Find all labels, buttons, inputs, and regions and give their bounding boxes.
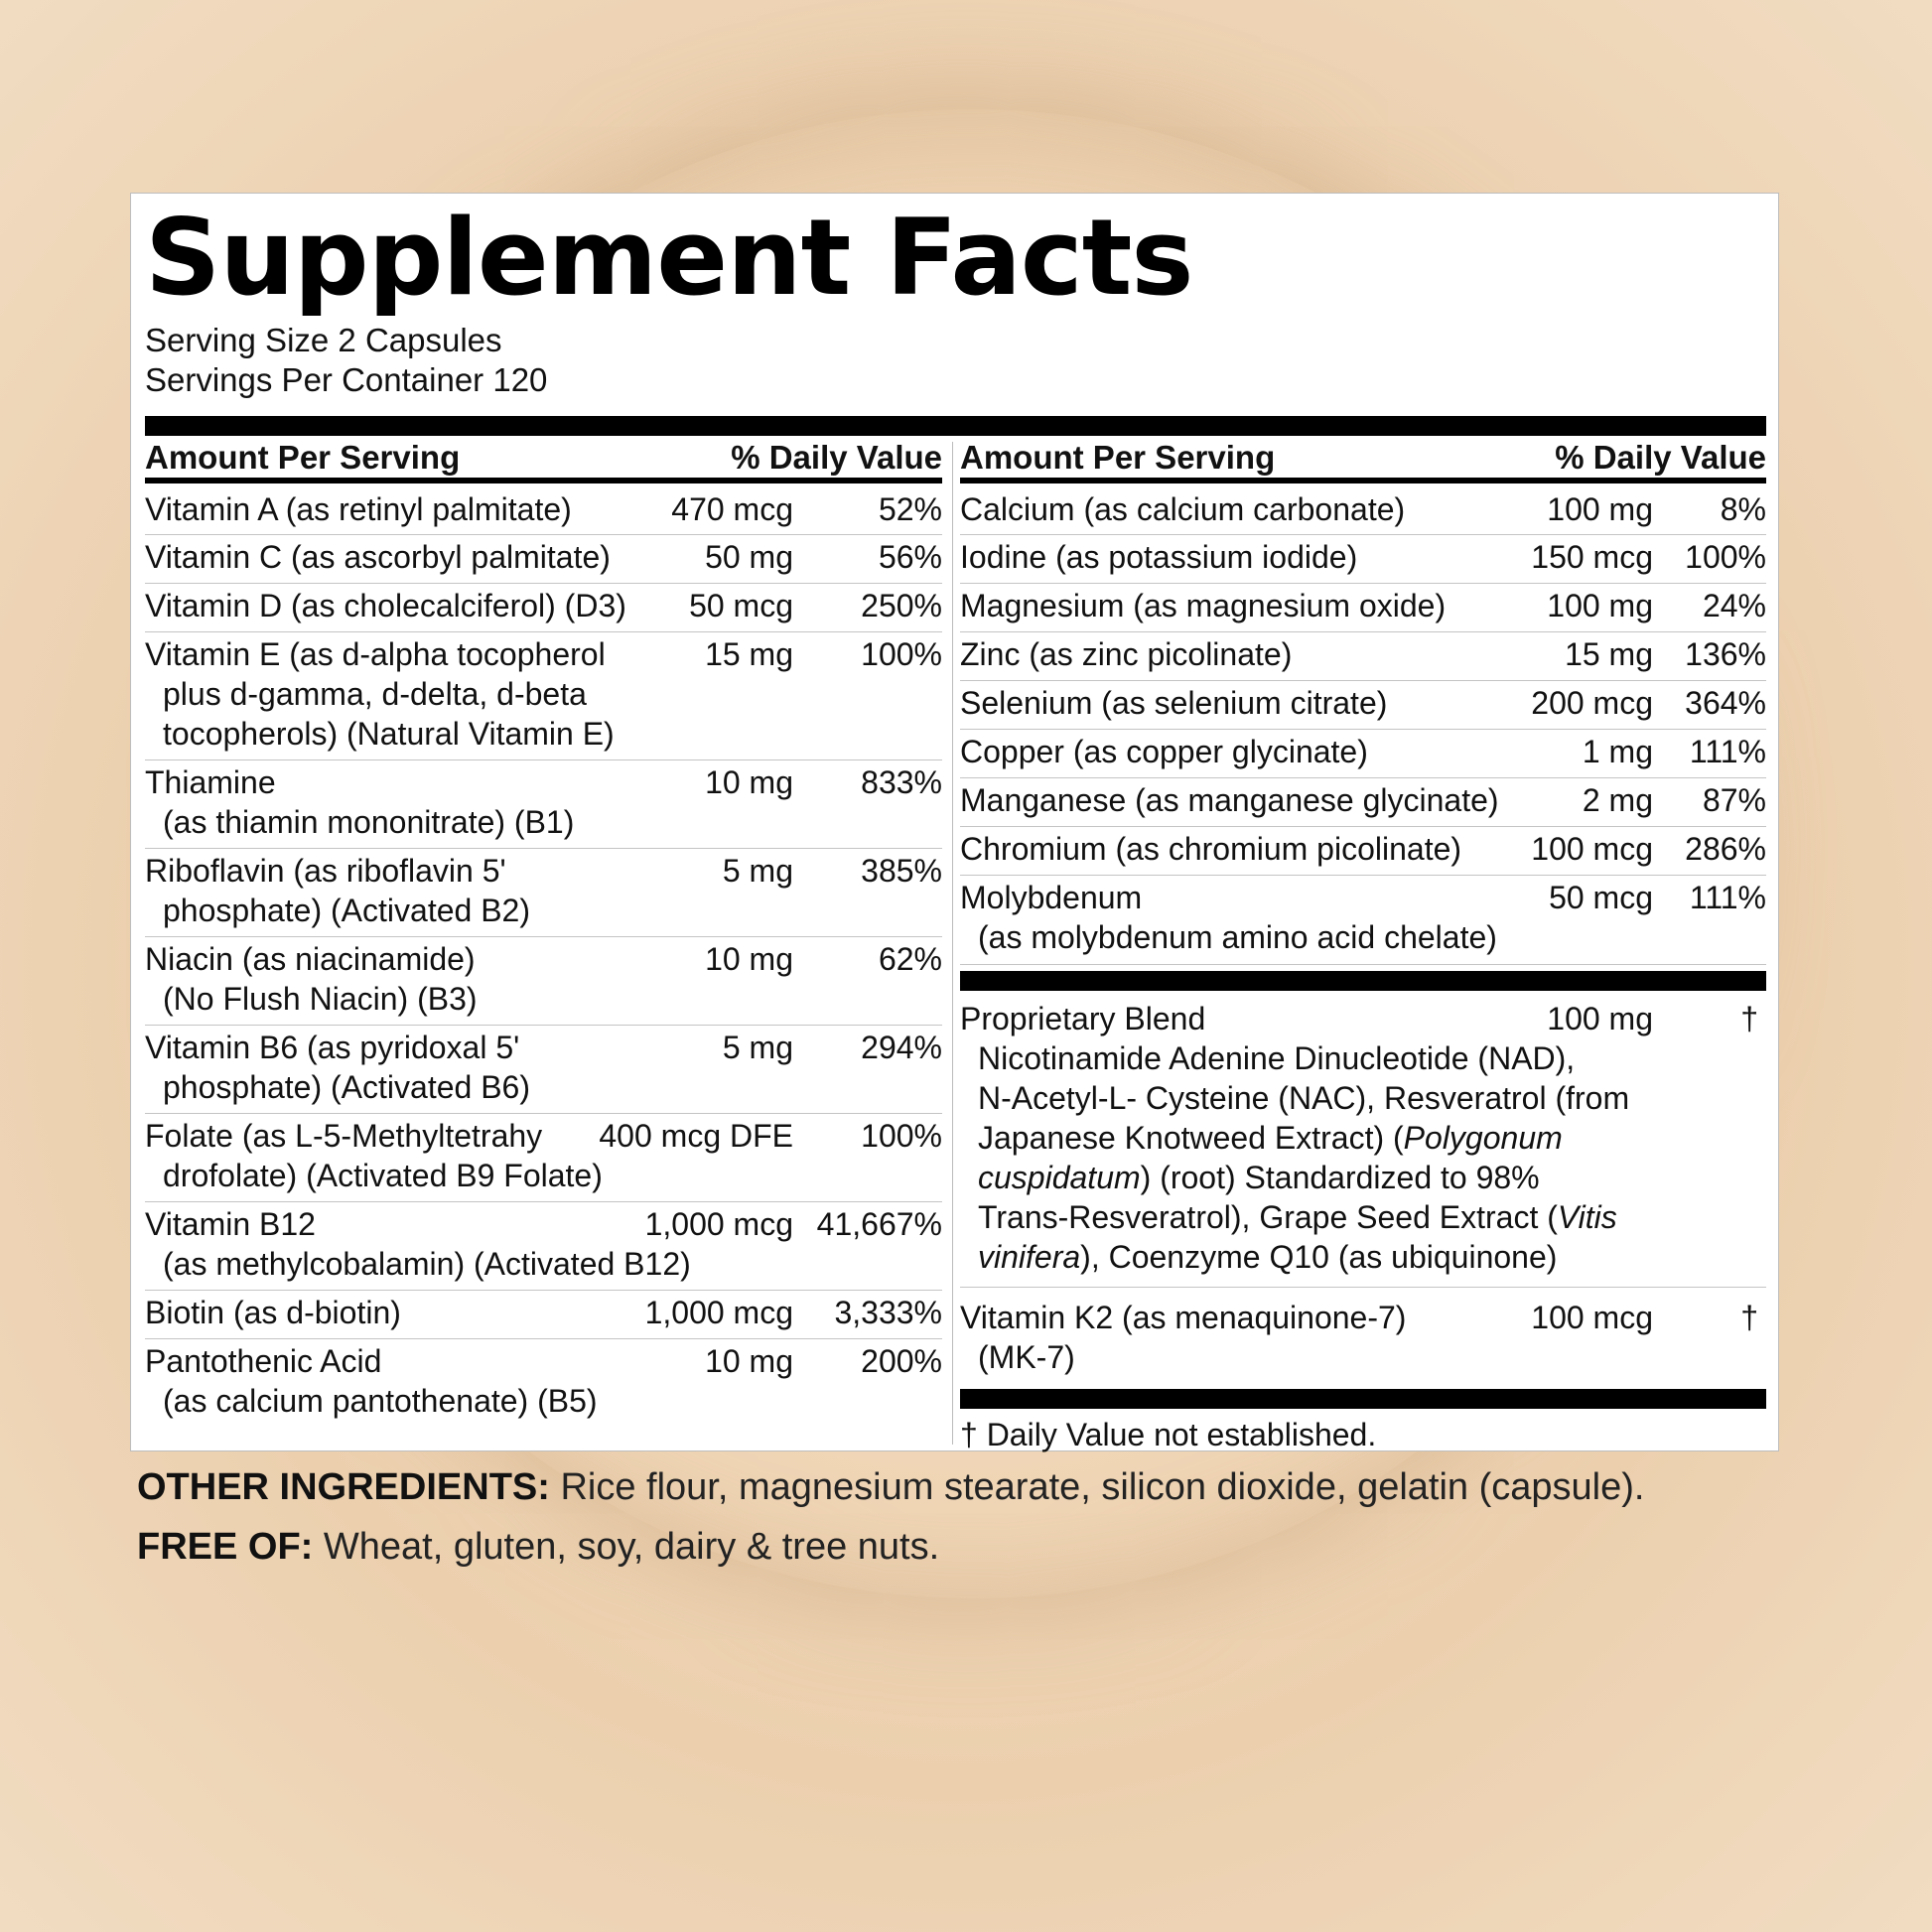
nutrient-daily-value: 56% <box>878 539 942 575</box>
nutrient-name-continuation: (as methylcobalamin) (Activated B12) <box>163 1246 691 1282</box>
nutrient-row <box>960 632 1766 681</box>
nutrient-row <box>960 827 1766 876</box>
blend-line: Japanese Knotweed Extract) (Polygonum <box>978 1120 1563 1156</box>
k2-dv: † <box>1740 1300 1758 1335</box>
nutrient-amount: 100 mg <box>1547 491 1653 527</box>
nutrient-name: Molybdenum <box>960 880 1143 915</box>
nutrient-daily-value: 250% <box>861 588 942 623</box>
nutrient-daily-value: 364% <box>1685 685 1766 721</box>
nutrient-row <box>145 1026 942 1114</box>
nutrient-row <box>960 681 1766 730</box>
nutrient-daily-value: 41,667% <box>816 1206 942 1242</box>
nutrient-row <box>145 1202 942 1291</box>
nutrient-amount: 100 mcg <box>1531 831 1653 867</box>
nutrient-daily-value: 100% <box>861 1118 942 1154</box>
left-nutrient-list <box>145 487 942 1429</box>
nutrient-name-continuation: (as molybdenum amino acid chelate) <box>978 919 1497 955</box>
nutrient-name: Manganese (as manganese glycinate) <box>960 782 1499 818</box>
nutrient-name: Biotin (as d-biotin) <box>145 1295 401 1330</box>
nutrient-name: Vitamin B12 <box>145 1206 316 1242</box>
nutrient-amount: 150 mcg <box>1531 539 1653 575</box>
nutrient-row <box>145 1291 942 1339</box>
nutrient-row <box>145 632 942 760</box>
nutrient-daily-value: 111% <box>1689 880 1766 915</box>
k2-name: Vitamin K2 (as menaquinone-7) <box>960 1300 1407 1335</box>
k2-continuation: (MK-7) <box>978 1339 1075 1375</box>
nutrient-row <box>145 760 942 849</box>
nutrient-name-continuation: plus d-gamma, d-delta, d-beta <box>163 676 587 712</box>
nutrient-daily-value: 200% <box>861 1343 942 1379</box>
nutrient-daily-value: 385% <box>861 853 942 889</box>
free-of-text: Wheat, gluten, soy, dairy & tree nuts. <box>313 1526 940 1568</box>
blend-line: N-Acetyl-L- Cysteine (NAC), Resveratrol (from <box>978 1080 1630 1116</box>
blend-dv: † <box>1740 1001 1758 1036</box>
nutrient-amount: 200 mcg <box>1531 685 1653 721</box>
nutrient-daily-value: 833% <box>861 764 942 800</box>
nutrient-daily-value: 87% <box>1702 782 1766 818</box>
vitamin-k2-row <box>960 1288 1766 1383</box>
footnote-thick-rule <box>960 1389 1766 1409</box>
nutrient-daily-value: 8% <box>1720 491 1766 527</box>
nutrient-row <box>145 535 942 584</box>
servings-per-container: Servings Per Container 120 <box>145 361 548 398</box>
nutrient-name-continuation: (No Flush Niacin) (B3) <box>163 981 478 1017</box>
other-ingredients-text: Rice flour, magnesium stearate, silicon dioxide, gelatin (capsule). <box>549 1466 1645 1508</box>
nutrient-daily-value: 100% <box>1685 539 1766 575</box>
serving-size: Serving Size 2 Capsules <box>145 322 502 358</box>
nutrient-name: Vitamin D (as cholecalciferol) (D3) <box>145 588 626 623</box>
nutrient-row <box>960 535 1766 584</box>
nutrient-row <box>145 849 942 937</box>
nutrient-name: Vitamin C (as ascorbyl palmitate) <box>145 539 611 575</box>
footnote: † Daily Value not established. <box>960 1417 1377 1452</box>
k2-amount: 100 mcg <box>1531 1300 1653 1335</box>
right-column <box>960 487 1766 1454</box>
column-divider <box>952 442 953 1445</box>
nutrient-name-continuation: phosphate) (Activated B2) <box>163 893 530 928</box>
blend-line: Nicotinamide Adenine Dinucleotide (NAD), <box>978 1040 1576 1076</box>
right-nutrient-list <box>960 487 1766 965</box>
right-column-header <box>960 438 1766 483</box>
nutrient-row <box>145 1339 942 1429</box>
nutrient-row <box>960 584 1766 632</box>
nutrient-amount: 10 mg <box>705 764 793 800</box>
nutrient-row <box>145 1114 942 1202</box>
proprietary-blend-row <box>960 991 1766 1288</box>
nutrient-name: Magnesium (as magnesium oxide) <box>960 588 1447 623</box>
nutrient-name-continuation: (as calcium pantothenate) (B5) <box>163 1383 598 1419</box>
top-thick-rule <box>145 416 1766 436</box>
blend-thick-rule <box>960 971 1766 991</box>
nutrient-daily-value: 24% <box>1702 588 1766 623</box>
right-header-amount: Amount Per Serving <box>960 439 1276 476</box>
panel-title: Supplement Facts <box>145 197 1193 319</box>
nutrient-daily-value: 3,333% <box>834 1295 942 1330</box>
nutrient-name: Vitamin B6 (as pyridoxal 5' <box>145 1030 520 1065</box>
nutrient-daily-value: 100% <box>861 636 942 672</box>
nutrient-name: Vitamin E (as d-alpha tocopherol <box>145 636 606 672</box>
nutrient-amount: 10 mg <box>705 1343 793 1379</box>
nutrient-amount: 400 mcg DFE <box>599 1118 793 1154</box>
nutrient-amount: 470 mcg <box>671 491 793 527</box>
nutrient-row <box>960 730 1766 778</box>
nutrient-amount: 15 mg <box>705 636 793 672</box>
nutrient-daily-value: 294% <box>861 1030 942 1065</box>
nutrient-row <box>145 937 942 1026</box>
nutrient-row <box>145 487 942 535</box>
nutrient-name: Pantothenic Acid <box>145 1343 382 1379</box>
nutrient-amount: 1 mg <box>1582 734 1653 769</box>
nutrient-amount: 5 mg <box>722 1030 793 1065</box>
nutrient-amount: 5 mg <box>722 853 793 889</box>
nutrient-daily-value: 52% <box>878 491 942 527</box>
nutrient-amount: 50 mcg <box>1549 880 1653 915</box>
nutrient-name: Selenium (as selenium citrate) <box>960 685 1388 721</box>
nutrient-amount: 50 mg <box>705 539 793 575</box>
nutrient-name: Calcium (as calcium carbonate) <box>960 491 1406 527</box>
nutrient-amount: 50 mcg <box>689 588 793 623</box>
nutrient-name: Thiamine <box>145 764 276 800</box>
nutrient-amount: 10 mg <box>705 941 793 977</box>
left-column-header <box>145 438 942 483</box>
nutrient-name: Iodine (as potassium iodide) <box>960 539 1358 575</box>
nutrient-name: Vitamin A (as retinyl palmitate) <box>145 491 572 527</box>
nutrient-name-continuation: tocopherols) (Natural Vitamin E) <box>163 716 615 752</box>
other-ingredients-label: OTHER INGREDIENTS: <box>137 1466 550 1508</box>
nutrient-amount: 1,000 mcg <box>644 1295 793 1330</box>
nutrient-row <box>145 584 942 632</box>
nutrient-name-continuation: (as thiamin mononitrate) (B1) <box>163 804 575 840</box>
nutrient-row <box>960 876 1766 965</box>
supplement-facts-panel <box>130 193 1779 1451</box>
nutrient-daily-value: 62% <box>878 941 942 977</box>
nutrient-name: Chromium (as chromium picolinate) <box>960 831 1462 867</box>
nutrient-name-continuation: drofolate) (Activated B9 Folate) <box>163 1158 603 1193</box>
nutrient-name-continuation: phosphate) (Activated B6) <box>163 1069 530 1105</box>
nutrient-row <box>960 487 1766 535</box>
nutrient-daily-value: 286% <box>1685 831 1766 867</box>
left-header-amount: Amount Per Serving <box>145 439 461 476</box>
right-header-dv: % Daily Value <box>1555 439 1766 476</box>
blend-line: Trans-Resveratrol), Grape Seed Extract (Vitis <box>978 1199 1617 1235</box>
nutrient-name: Zinc (as zinc picolinate) <box>960 636 1293 672</box>
nutrient-name: Copper (as copper glycinate) <box>960 734 1368 769</box>
other-ingredients <box>137 1466 1644 1509</box>
nutrient-row <box>960 778 1766 827</box>
nutrient-amount: 1,000 mcg <box>644 1206 793 1242</box>
blend-amount: 100 mg <box>1547 1001 1653 1036</box>
free-of-label: FREE OF: <box>137 1526 314 1568</box>
nutrient-name: Folate (as L-5-Methyltetrahy <box>145 1118 543 1154</box>
blend-name: Proprietary Blend <box>960 1001 1206 1036</box>
left-header-dv: % Daily Value <box>731 439 942 476</box>
nutrient-name: Niacin (as niacinamide) <box>145 941 476 977</box>
nutrient-daily-value: 111% <box>1689 734 1766 769</box>
nutrient-name: Riboflavin (as riboflavin 5' <box>145 853 506 889</box>
nutrient-amount: 15 mg <box>1565 636 1653 672</box>
blend-line: vinifera), Coenzyme Q10 (as ubiquinone) <box>978 1239 1558 1275</box>
blend-line: cuspidatum) (root) Standardized to 98% <box>978 1160 1540 1195</box>
nutrient-amount: 100 mg <box>1547 588 1653 623</box>
free-of <box>137 1526 939 1569</box>
nutrient-amount: 2 mg <box>1582 782 1653 818</box>
nutrient-daily-value: 136% <box>1685 636 1766 672</box>
